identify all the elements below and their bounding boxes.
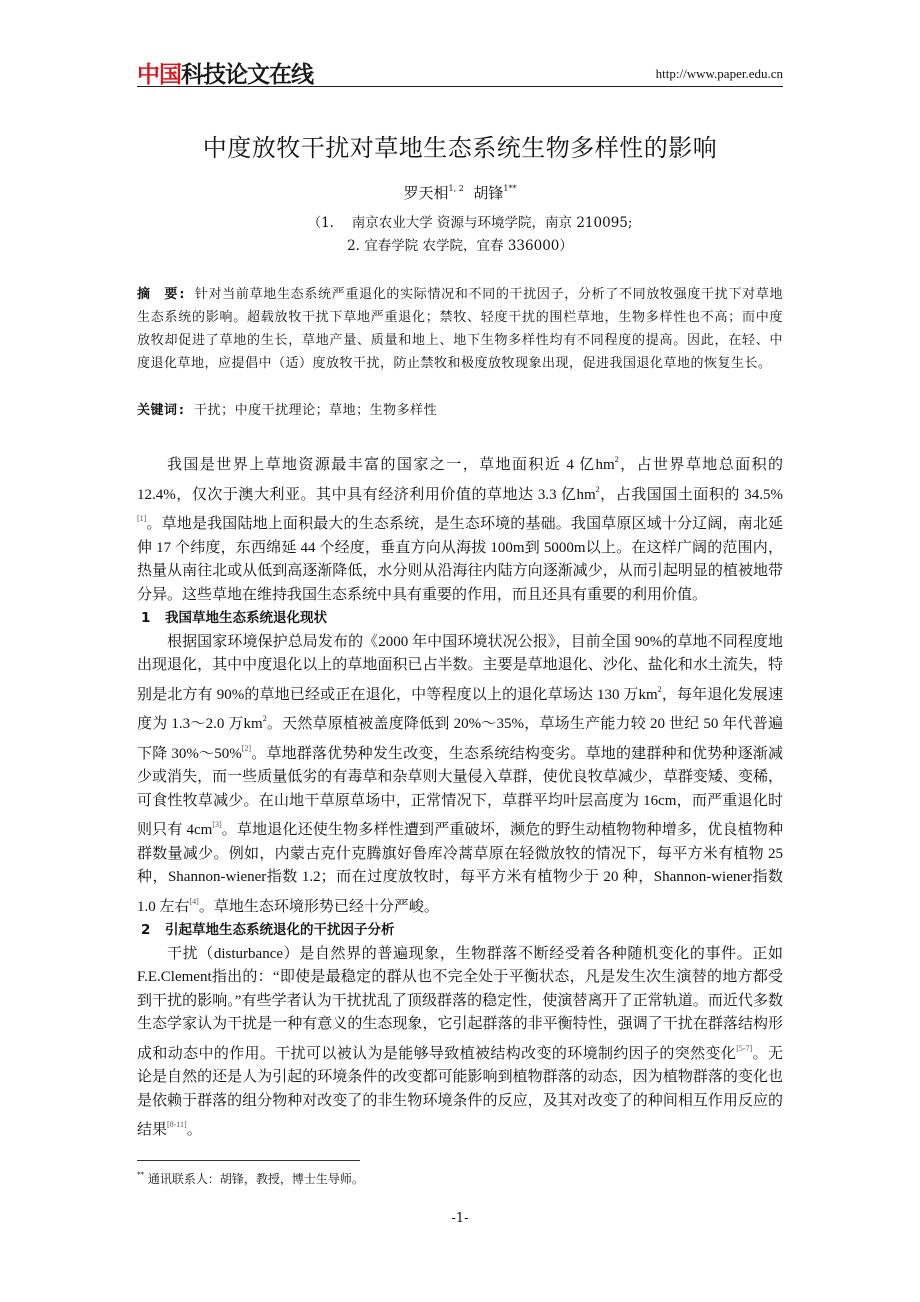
citation[interactable]: [4] — [189, 896, 199, 906]
author-affil-mark: 1** — [503, 184, 517, 193]
abstract-text: 针对当前草地生态系统严重退化的实际情况和不同的干扰因子，分析了不同放牧强度干扰下对草地生态系统的影响。超载放牧干扰下草地严重退化；禁牧、轻度干扰的围栏草地，生物多样性也不高；而中度放牧却促进了草地的生长，草地产量、质量和地上、地下生物多样性均有不同程度的提高。因此，在轻、中度退化草地，应提倡中（适）度放牧干扰，防止禁牧和极度放牧现象出现，促进我国退化草地的恢复生长。 — [137, 287, 783, 371]
citation[interactable]: [1] — [137, 514, 147, 523]
section-title: 我国草地生态系统退化现状 — [165, 610, 327, 626]
citation[interactable]: [3] — [212, 820, 222, 829]
superscript: 2 — [595, 484, 600, 494]
body-text: 根据国家环境保护总局发布的《2000 年中国环境状况公报》，目前全国 90%的草地不同程度地出现退化，其中中度退化以上的草地面积已占半数。主要是草地退化、沙化、盐化和水土流失，特别是北方有 90%的草地已经或正在退化，中等程度以上的退化草场达 130 万km — [137, 633, 783, 703]
body-text: 干扰（disturbance）是自然界的普遍现象，生物群落不断经受着各种随机变化的事件。正如F.E.Clement指出的：“即使是最稳定的群从也不完全处于平衡状态，凡是发生次生演替的地方都受到干扰的影响。”有些学者认为干扰扰乱了顶级群落的稳定性，使演替离开了正常轨道。而近代多数生态学家认为干扰是一种有意义的生态现象，它引起群落的非平衡特性，强调了干扰在群落结构形成和动态中的作用。干扰可以被认为是能够导致植被结构改变的环境制约因子的突然变化 — [137, 945, 783, 1062]
superscript: 2 — [262, 714, 267, 723]
logo-dark-text: 科技论文在线 — [181, 62, 313, 88]
site-url[interactable]: http://www.paper.edu.cn — [655, 66, 783, 81]
logo-red-text: 中国 — [137, 62, 181, 88]
section-heading-2 — [137, 919, 783, 943]
footnote-text: 通讯联系人：胡锋，教授，博士生导师。 — [147, 1172, 364, 1186]
section-heading-1 — [137, 607, 783, 631]
author-affil-mark: 1, 2 — [448, 184, 464, 193]
intro-paragraph — [137, 448, 783, 607]
section-number: 2 — [141, 922, 151, 938]
affiliation-2: 2. 宜春学院 农学院，宜春 336000） — [347, 238, 573, 254]
footnote-divider — [137, 1160, 360, 1161]
author-name: 罗天相 — [403, 184, 449, 202]
body-text: 。无论是自然的还是人为引起的环境条件的改变都可能影响到植物群落的动态，因为植物群落的变化也是依赖于群落的组分物种对改变了的非生物环境条件的反应，及其对改变了的种间相互作用反应的结果 — [137, 1045, 783, 1138]
body-text: ，占我国国土面积的 34.5% — [599, 486, 783, 503]
body-text: 。草地生态环境形势已经十分严峻。 — [198, 898, 439, 915]
keywords-text: 干扰；中度干扰理论；草地；生物多样性 — [194, 403, 438, 418]
abstract — [137, 283, 783, 375]
footnote — [137, 1170, 364, 1187]
paper-title: 中度放牧干扰对草地生态系统生物多样性的影响 — [202, 134, 718, 162]
superscript: 2 — [657, 684, 662, 694]
section-number: 1 — [141, 610, 151, 626]
body-text: ，每年退化发展速度为 1.3～2.0 万km — [137, 686, 783, 732]
section1-paragraph — [137, 631, 783, 920]
author-name: 胡锋 — [473, 184, 504, 202]
site-logo[interactable] — [137, 56, 313, 89]
body-text: 。草地退化还使生物多样性遭到严重破坏，濒危的野生动植物物种增多，优良植物种群数量减少。例如，内蒙古克什克腾旗好鲁库冷蒿草原在轻微放牧的情况下，每平方米有植物 25 种，Shannon-wiener指数 1.2；而在过度放牧时，每平方米有植物少于 20 种，Shannon-wiener指数 1.0 左右 — [137, 822, 784, 915]
abstract-label: 摘 要: — [137, 287, 187, 302]
citation[interactable]: [8-11] — [167, 1120, 187, 1129]
citation[interactable]: [2] — [241, 743, 252, 753]
keywords — [137, 399, 783, 418]
paper-body — [137, 448, 783, 1143]
body-text: ，占世界草地总面积的 12.4%，仅次于澳大利亚。其中具有经济利用价值的草地达 3.3 亿hm — [137, 457, 783, 503]
affiliation-1: （1. 南京农业大学 资源与环境学院，南京 210095; — [307, 215, 633, 231]
body-text: 。 — [186, 1122, 202, 1138]
body-text: 。草地群落优势种发生改变，生态系统结构变劣。草地的建群种和优势种逐渐减少或消失，而一些质量低劣的有毒草和杂草则大量侵入草群，使优良牧草减少，草群变矮、变稀，可食性牧草减少。在山地干草原草场中，正常情况下，草群平均叶层高度为 16cm，而严重退化时则只有 4cm — [137, 745, 783, 838]
footnote-mark: ** — [137, 1171, 144, 1179]
page-number: -1- — [451, 1211, 469, 1226]
body-text: 。草地是我国陆地上面积最大的生态系统，是生态环境的基础。我国草原区域十分辽阔，南北延伸 17 个纬度，东西绵延 44 个经度，垂直方向从海拔 100m到 5000m以上。在这样广阔的范围内，热量从南往北或从低到高逐渐降低，水分则从沿海往内陆方向逐渐减少，从而引起明显的植被地带分异。这些草地在维持我国生态系统中具有重要的作用，而且还具有重要的利用价值。 — [137, 516, 783, 603]
keywords-label: 关键词: — [137, 403, 186, 418]
body-text: 。天然草原植被盖度降低到 20%～35%，草场生产能力较 20 世纪 50 年代普遍下降 30%～50% — [137, 716, 783, 762]
body-text: 我国是世界上草地资源最丰富的国家之一，草地面积近 4 亿hm — [167, 457, 615, 473]
section-title: 引起草地生态系统退化的干扰因子分析 — [165, 922, 395, 938]
page-header — [137, 56, 783, 87]
superscript: 2 — [614, 455, 619, 464]
citation[interactable]: [5-7] — [736, 1043, 753, 1053]
section2-paragraph — [137, 943, 783, 1143]
author-line — [0, 182, 920, 203]
